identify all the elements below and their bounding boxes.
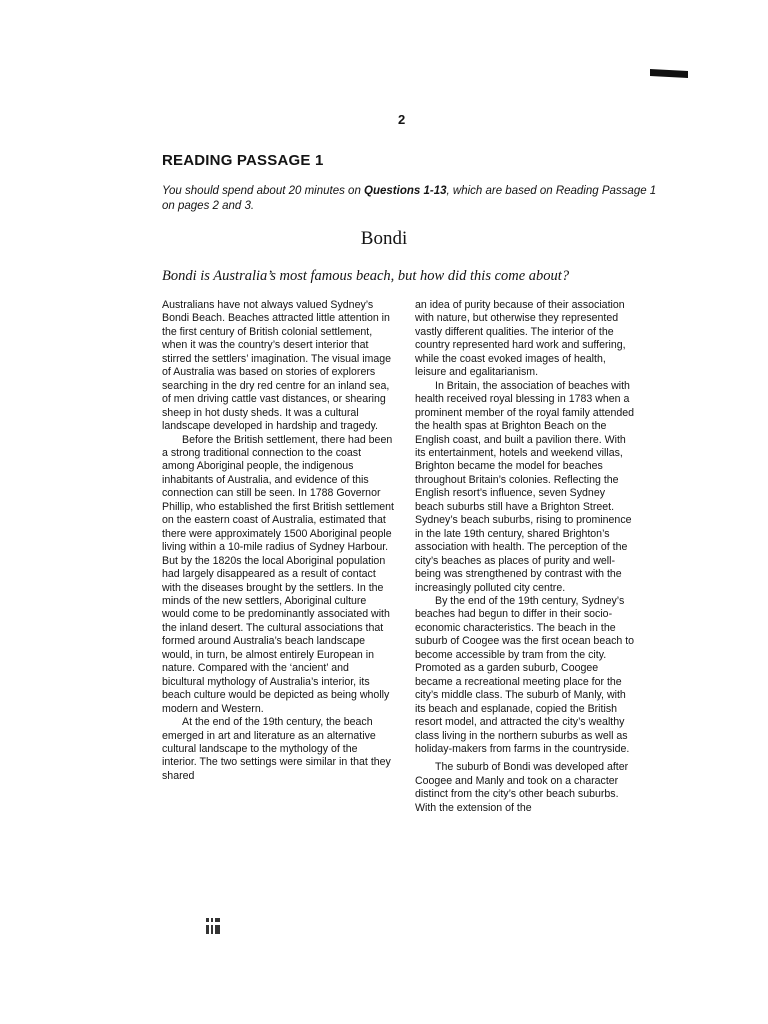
instructions-text-end: , which are based on Reading Passage 1 on pages 2 and 3. — [162, 185, 657, 212]
paragraph: an idea of purity because of their association with nature, but otherwise they represented vastly different qualities. The interior of the country represented hard work and suffering, while the coast evoked images of health, leisure and egalitarianism. — [415, 299, 626, 379]
paragraph: Before the British settlement, there had been a strong traditional connection to the coast among Aboriginal people, the indigenous inhabitants of Australia, and evidence of this connection can still be seen. In 1788 Governor Phillip, who established the first British settlement on the eastern coast of Australia, estimated that there were approximately 1500 Aboriginal people living within a 10-mile radius of Sydney Harbour. But by the 1820s the local Aboriginal population had largely disappeared as a result of contact with the diseases brought by the settlers. In the minds of the new settlers, Aboriginal culture would come to be predominantly associated with the inland desert. The cultural associations that formed around Australia’s beach landscape would, in turn, be almost entirely European in nature. Compared with the ‘ancient’ and bicultural mythology of Australia’s interior, its beach culture would be depicted as being wholly modern and Western. — [162, 433, 394, 715]
corner-registration-mark — [650, 69, 688, 78]
paragraph: By the end of the 19th century, Sydney’s beaches had begun to differ in their socio-economic characteristics. The beach in the suburb of Coogee was the first ocean beach to become accessible by tram from the city. Promoted as a garden suburb, Coogee became a recreational meeting place for the city’s middle class. The suburb of Manly, with its beach and esplanade, copied the British resort model, and attracted the city’s wealthy class living in the northern suburbs as well as holiday-makers from farms in the countryside. — [415, 594, 635, 755]
qr-code-icon — [206, 918, 220, 934]
article-subtitle: Bondi is Australia’s most famous beach, but how did this come about? — [162, 268, 570, 284]
instructions-text-start: You should spend about 20 minutes on — [162, 185, 365, 197]
article-title: Bondi — [360, 228, 408, 249]
paragraph: At the end of the 19th century, the beach emerged in art and literature as an alternative cultural landscape to the mythology of the interior. The two settings were similar in that they shared — [162, 716, 391, 782]
left-column — [162, 299, 394, 783]
instructions — [162, 184, 672, 214]
paragraph: Australians have not always valued Sydney’s Bondi Beach. Beaches attracted little attention in the first century of British colonial settlement, when it was the country’s desert interior that stirred the settlers’ imagination. The visual image of Australia was based on stories of explorers searching in the dry red centre for an inland sea, of men driving cattle vast distances, or shearing sheep in hot dusty sheds. It was a cultural landscape developed in hardship and tragedy. — [162, 299, 392, 433]
passage-heading: READING PASSAGE 1 — [162, 152, 324, 169]
right-column — [415, 299, 635, 815]
page-number: 2 — [398, 112, 406, 127]
instructions-questions: Questions 1-13 — [364, 185, 447, 197]
paragraph: In Britain, the association of beaches with health received royal blessing in 1783 when a prominent member of the royal family attended the health spas at Brighton Beach on the English coast, and built a pavilion there. With its entertainment, hotels and weekend villas, Brighton became the model for beaches throughout Britain’s colonies. Reflecting the English resort’s influence, seven Sydney beach suburbs still have a Brighton Street. Sydney’s beach suburbs, rising to prominence in the late 19th century, shared Brighton’s association with health. The perception of the city’s beaches as places of purity and well-being was strengthened by contrast with the increasingly polluted city centre. — [415, 379, 635, 594]
paragraph: The suburb of Bondi was developed after Coogee and Manly and took on a character distinct from the city’s other beach suburbs. With the extension of the — [415, 761, 629, 814]
